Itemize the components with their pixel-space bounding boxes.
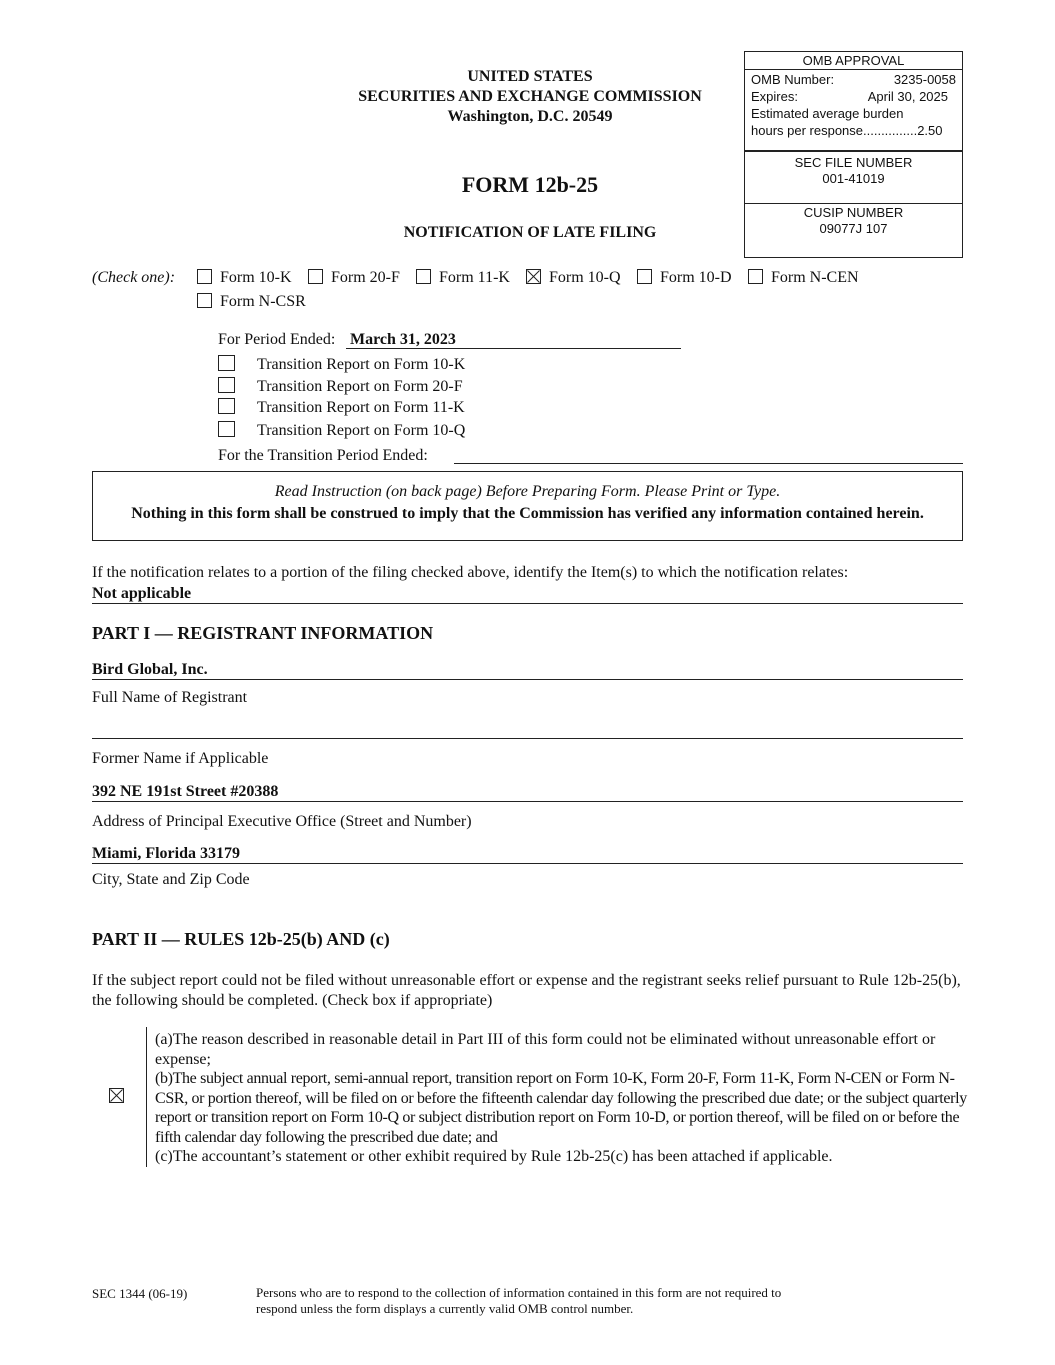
former-name-label: Former Name if Applicable [92, 750, 269, 767]
address-underline [92, 801, 963, 802]
option-form-n-csr[interactable] [197, 293, 306, 311]
omb-approval-box [744, 51, 963, 258]
option-form-10-d[interactable] [637, 269, 732, 287]
cusip-label: CUSIP NUMBER [803, 205, 904, 220]
sec-file-label: SEC FILE NUMBER [794, 155, 913, 170]
sec-file-number-section [745, 152, 962, 204]
checkbox[interactable] [218, 377, 235, 393]
period-ended-underline [346, 348, 681, 349]
period-ended-value[interactable]: March 31, 2023 [350, 331, 456, 348]
portion-value[interactable]: Not applicable [92, 585, 192, 602]
condition-c: (c)The accountant’s statement or other exhibit required by Rule 12b-25(c) has been attached if applicable. [155, 1148, 833, 1165]
rule-12b-25-checkbox[interactable] [109, 1088, 124, 1103]
checkbox[interactable] [197, 269, 212, 284]
part-2-conditions [155, 1030, 970, 1167]
instructions-box [92, 471, 963, 541]
option-label: Form 10-D [660, 269, 732, 286]
address-label: Address of Principal Executive Office (Street and Number) [92, 813, 472, 830]
checkbox[interactable] [637, 269, 652, 284]
check-one-label: (Check one): [92, 269, 176, 286]
omb-expires-label: Expires: [751, 89, 798, 104]
period-ended-label: For Period Ended: [218, 331, 336, 348]
omb-burden-line-1: Estimated average burden [751, 106, 904, 121]
option-form-10-q[interactable] [526, 269, 621, 287]
option-label: Form 20-F [331, 269, 400, 286]
cusip-value: 09077J 107 [819, 221, 888, 236]
transition-label: Transition Report on Form 10-Q [257, 422, 466, 439]
part-2-heading: PART II — RULES 12b-25(b) AND (c) [92, 929, 390, 949]
omb-number-value: 3235-0058 [893, 72, 956, 87]
portion-question: If the notification relates to a portion of the filing checked above, identify the Item(s) to which the notification relates: [92, 564, 849, 581]
option-form-10-k[interactable] [197, 269, 292, 287]
option-label: Form N-CSR [220, 293, 306, 310]
transition-label: Transition Report on Form 11-K [257, 399, 465, 416]
transition-label: Transition Report on Form 20-F [257, 378, 463, 395]
header-line-2: SECURITIES AND EXCHANGE COMMISSION [358, 88, 702, 105]
former-name-field[interactable] [92, 738, 963, 739]
omb-heading: OMB APPROVAL [745, 52, 962, 70]
checkbox[interactable] [416, 269, 431, 284]
transition-11-k[interactable] [218, 398, 465, 417]
cusip-section [745, 205, 962, 237]
transition-period-label: For the Transition Period Ended: [218, 447, 428, 464]
option-label: Form 10-Q [549, 269, 621, 286]
omb-number-label: OMB Number: [751, 72, 835, 87]
option-label: Form 11-K [439, 269, 510, 286]
transition-period-field[interactable] [454, 463, 963, 464]
checkbox[interactable] [218, 421, 235, 437]
registrant-name-underline [92, 679, 963, 680]
option-form-20-f[interactable] [308, 269, 400, 287]
checkbox[interactable] [748, 269, 763, 284]
sec-file-value: 001-41019 [822, 171, 885, 186]
footer-notice: Persons who are to respond to the collection of information contained in this form are not required to respond unless the form displays a currently valid OMB control number. [256, 1285, 782, 1316]
header-line-1: UNITED STATES [467, 68, 593, 85]
city-underline [92, 863, 963, 864]
agency-header [320, 67, 740, 127]
instructions-line-2: Nothing in this form shall be construed to imply that the Commission has verified any information contained herein. [131, 505, 924, 522]
city-value[interactable]: Miami, Florida 33179 [92, 845, 240, 862]
omb-expires-value: April 30, 2025 [867, 89, 948, 104]
checkbox[interactable] [218, 355, 235, 371]
registrant-name-value[interactable]: Bird Global, Inc. [92, 661, 208, 678]
condition-a: (a)The reason described in reasonable detail in Part III of this form could not be eliminated without unreasonable effort or expense; [155, 1031, 936, 1068]
form-title: FORM 12b-25 [461, 172, 599, 197]
condition-b: (b)The subject annual report, semi-annual report, transition report on Form 10-K, Form 20-F, Form 11-K, Form N-CEN or Form N-CSR, or portion thereof, will be filed on or before the fifteenth calendar day following the prescribed due date; or the subject quarterly report or transition report on Form 10-Q or subject distribution report on Form 10-D, or portion thereof, will be filed on or before the fifth calendar day following the prescribed due date; and [155, 1070, 967, 1146]
checkbox[interactable] [197, 293, 212, 308]
transition-10-q[interactable] [218, 421, 465, 440]
address-value[interactable]: 392 NE 191st Street #20388 [92, 783, 279, 800]
option-label: Form 10-K [220, 269, 292, 286]
transition-label: Transition Report on Form 10-K [257, 356, 466, 373]
checkbox[interactable] [526, 269, 541, 284]
city-label: City, State and Zip Code [92, 871, 250, 888]
header-line-3: Washington, D.C. 20549 [447, 108, 613, 125]
portion-underline [92, 603, 963, 604]
footer-form-code: SEC 1344 (06-19) [92, 1286, 188, 1301]
transition-10-k[interactable] [218, 355, 465, 374]
option-form-n-cen[interactable] [748, 269, 859, 287]
registrant-name-label: Full Name of Registrant [92, 689, 248, 706]
omb-details [745, 70, 962, 152]
omb-burden-line-2: hours per response...............2.50 [751, 123, 943, 138]
part-2-intro: If the subject report could not be filed without unreasonable effort or expense and the registrant seeks relief pursuant to Rule 12b-25(b), the following should be completed. (Check box if appropriate) [92, 972, 961, 1009]
part-1-heading: PART I — REGISTRANT INFORMATION [92, 623, 434, 643]
option-form-11-k[interactable] [416, 269, 510, 287]
option-label: Form N-CEN [771, 269, 859, 286]
instructions-line-1: Read Instruction (on back page) Before Preparing Form. Please Print or Type. [274, 483, 781, 500]
transition-20-f[interactable] [218, 377, 463, 396]
checkbox[interactable] [218, 398, 235, 414]
notification-title: NOTIFICATION OF LATE FILING [403, 224, 657, 241]
checkbox[interactable] [308, 269, 323, 284]
conditions-bracket [146, 1027, 147, 1167]
